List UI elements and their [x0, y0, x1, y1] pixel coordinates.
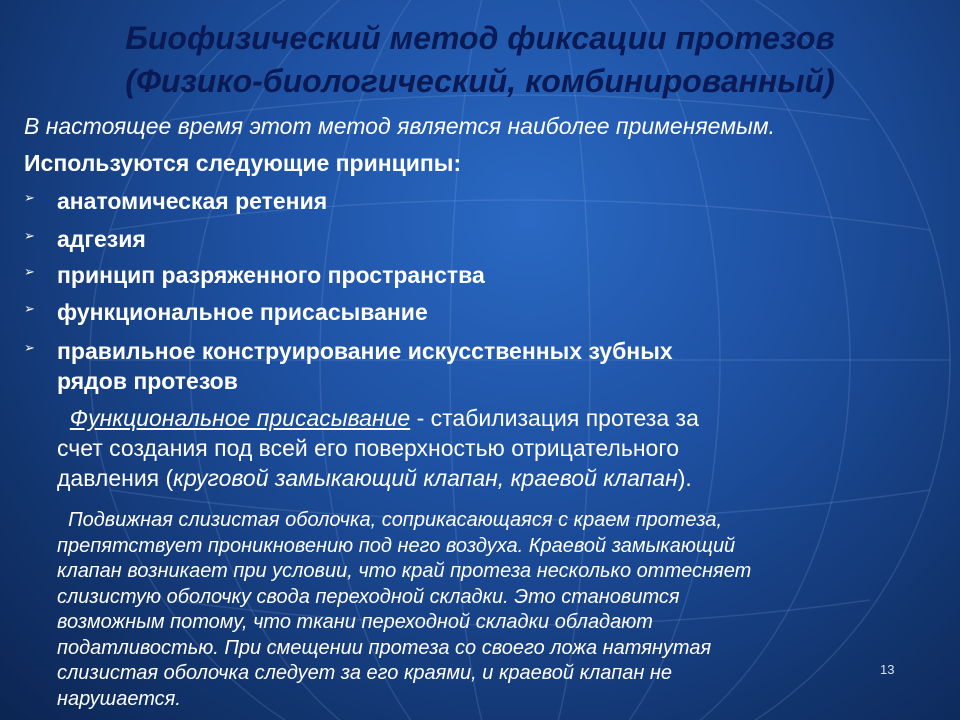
intro-text: В настоящее время этот метод является наиболее применяемым. [24, 113, 776, 139]
bullet-item: принцип разряженного пространства [57, 262, 485, 288]
definition-line3 [57, 463, 937, 493]
explanation-line: нарушается. [57, 687, 181, 710]
bullet-arrow-icon: ➢ [24, 228, 35, 243]
bullet-item-continuation: рядов протезов [57, 368, 238, 394]
definition-line1 [57, 403, 937, 433]
explanation-line: возможным потому, что ткани переходной складки обладают [57, 611, 653, 633]
bullet-item: адгезия [57, 226, 146, 252]
explanation-line: клапан возникает при условии, что край протеза несколько оттесняет [57, 560, 752, 582]
definition-line1-rest: - стабилизация протеза за [410, 405, 699, 431]
definition-line3-start: давления ( [57, 465, 174, 491]
explanation-paragraph [57, 508, 937, 712]
definition-paragraph [57, 403, 937, 493]
bullet-arrow-icon: ➢ [24, 264, 35, 279]
explanation-line: слизистую оболочку свода переходной складки. Это становится [57, 585, 680, 608]
explanation-line: препятствует проникновению под него воздуха. Краевой замыкающий [57, 534, 736, 557]
bullet-arrow-icon: ➢ [24, 301, 35, 316]
explanation-line: Подвижная слизистая оболочка, соприкасающаяся с краем протеза, [57, 509, 723, 531]
bullet-item: анатомическая ретения [57, 188, 328, 214]
principles-heading: Используются следующие принципы: [24, 150, 462, 176]
definition-line2: счет создания под всей его поверхностью отрицательного [57, 435, 679, 461]
explanation-line: податливостью. При смещении протеза со своего ложа натянутая [57, 636, 712, 659]
bullet-arrow-icon: ➢ [24, 190, 35, 205]
definition-line3-italic: круговой замыкающий клапан, краевой клапан [173, 465, 678, 491]
bullet-arrow-icon: ➢ [24, 340, 35, 355]
explanation-line: слизистая оболочка следует за его краями, и краевой клапан не [57, 662, 673, 684]
bullet-item: функциональное присасывание [57, 299, 428, 325]
slide-title-line2: (Физико-биологический, комбинированный) [125, 63, 835, 99]
slide-title-line1: Биофизический метод фиксации протезов [125, 20, 835, 56]
definition-line3-end: ). [677, 465, 692, 491]
slide-number: 13 [880, 662, 895, 677]
bullet-item: правильное конструирование искусственных зубных [57, 338, 673, 364]
definition-term: Функциональное присасывание [69, 405, 411, 431]
